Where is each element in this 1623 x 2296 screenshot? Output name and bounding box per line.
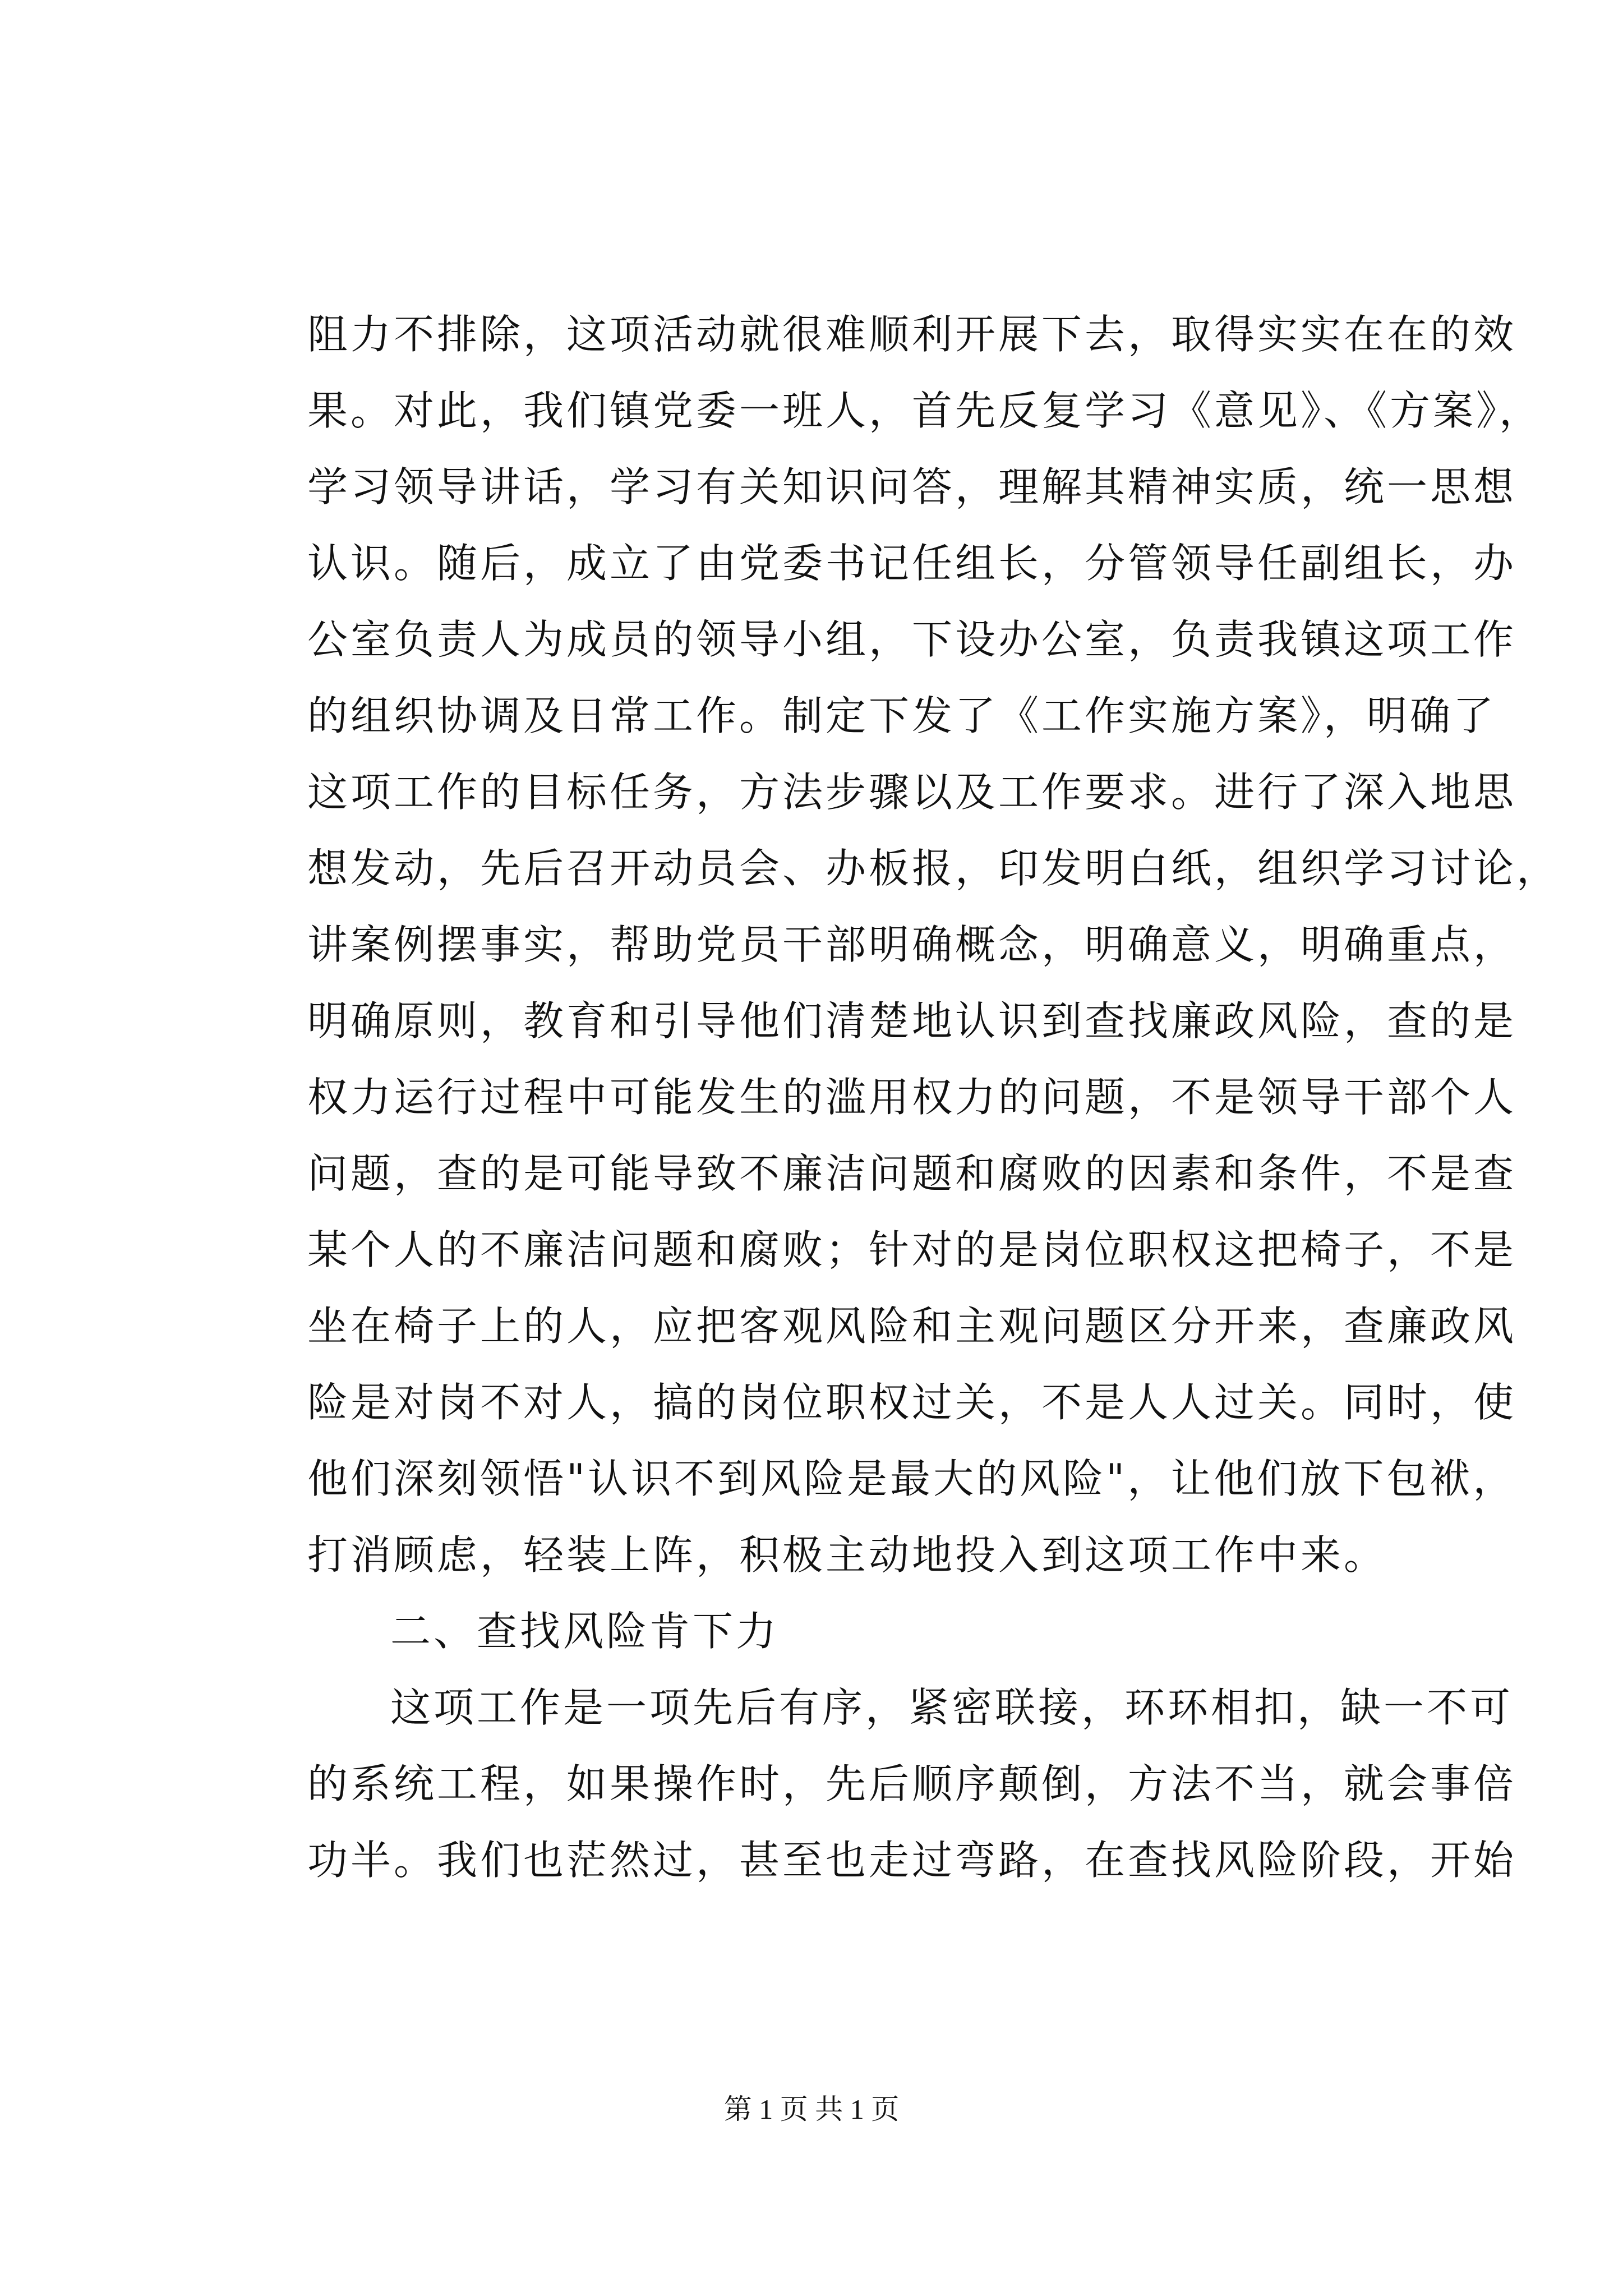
- body-line: 讲案例摆事实，帮助党员干部明确概念，明确意义，明确重点，: [307, 921, 1517, 968]
- body-line: 公室负责人为成员的领导小组，下设办公室，负责我镇这项工作: [307, 616, 1517, 663]
- body-line: 认识。随后，成立了由党委书记任组长，分管领导任副组长，办: [307, 540, 1517, 587]
- body-line: 坐在椅子上的人，应把客观风险和主观问题区分开来，查廉政风: [307, 1303, 1517, 1350]
- body-line: 这项工作的目标任务，方法步骤以及工作要求。进行了深入地思: [307, 769, 1517, 816]
- body-line: 明确原则，教育和引导他们清楚地认识到查找廉政风险，查的是: [307, 997, 1517, 1045]
- body-line: 果。对此，我们镇党委一班人，首先反复学习《意见》、《方案》，: [307, 387, 1543, 434]
- body-line: 权力运行过程中可能发生的滥用权力的问题，不是领导干部个人: [307, 1074, 1517, 1121]
- body-line: 阻力不排除，这项活动就很难顺利开展下去，取得实实在在的效: [307, 311, 1517, 358]
- body-line: 险是对岗不对人，搞的岗位职权过关，不是人人过关。同时，使: [307, 1379, 1517, 1426]
- body-line: 的系统工程，如果操作时，先后顺序颠倒，方法不当，就会事倍: [307, 1760, 1517, 1807]
- body-line: 他们深刻领悟"认识不到风险是最大的风险"，让他们放下包袱，: [307, 1455, 1516, 1502]
- body-line-paragraph-start: 这项工作是一项先后有序，紧密联接，环环相扣，缺一不可: [390, 1684, 1514, 1731]
- body-line: 某个人的不廉洁问题和腐败；针对的是岗位职权这把椅子，不是: [307, 1226, 1517, 1273]
- body-line: 学习领导讲话，学习有关知识问答，理解其精神实质，统一思想: [307, 463, 1517, 510]
- body-line-paragraph-end: 打消顾虑，轻装上阵，积极主动地投入到这项工作中来。: [307, 1531, 1387, 1579]
- page-number-footer: 第 1 页 共 1 页: [723, 2093, 900, 2125]
- body-line: 的组织协调及日常工作。制定下发了《工作实施方案》，明确了: [307, 692, 1497, 739]
- body-line: 问题，查的是可能导致不廉洁问题和腐败的因素和条件，不是查: [307, 1150, 1517, 1197]
- body-line: 功半。我们也茫然过，甚至也走过弯路，在查找风险阶段，开始: [307, 1837, 1517, 1884]
- document-body: [307, 296, 1560, 1898]
- body-line: 想发动，先后召开动员会、办板报，印发明白纸，组织学习讨论，: [307, 845, 1560, 892]
- section-heading: 二、查找风险肯下力: [390, 1608, 780, 1655]
